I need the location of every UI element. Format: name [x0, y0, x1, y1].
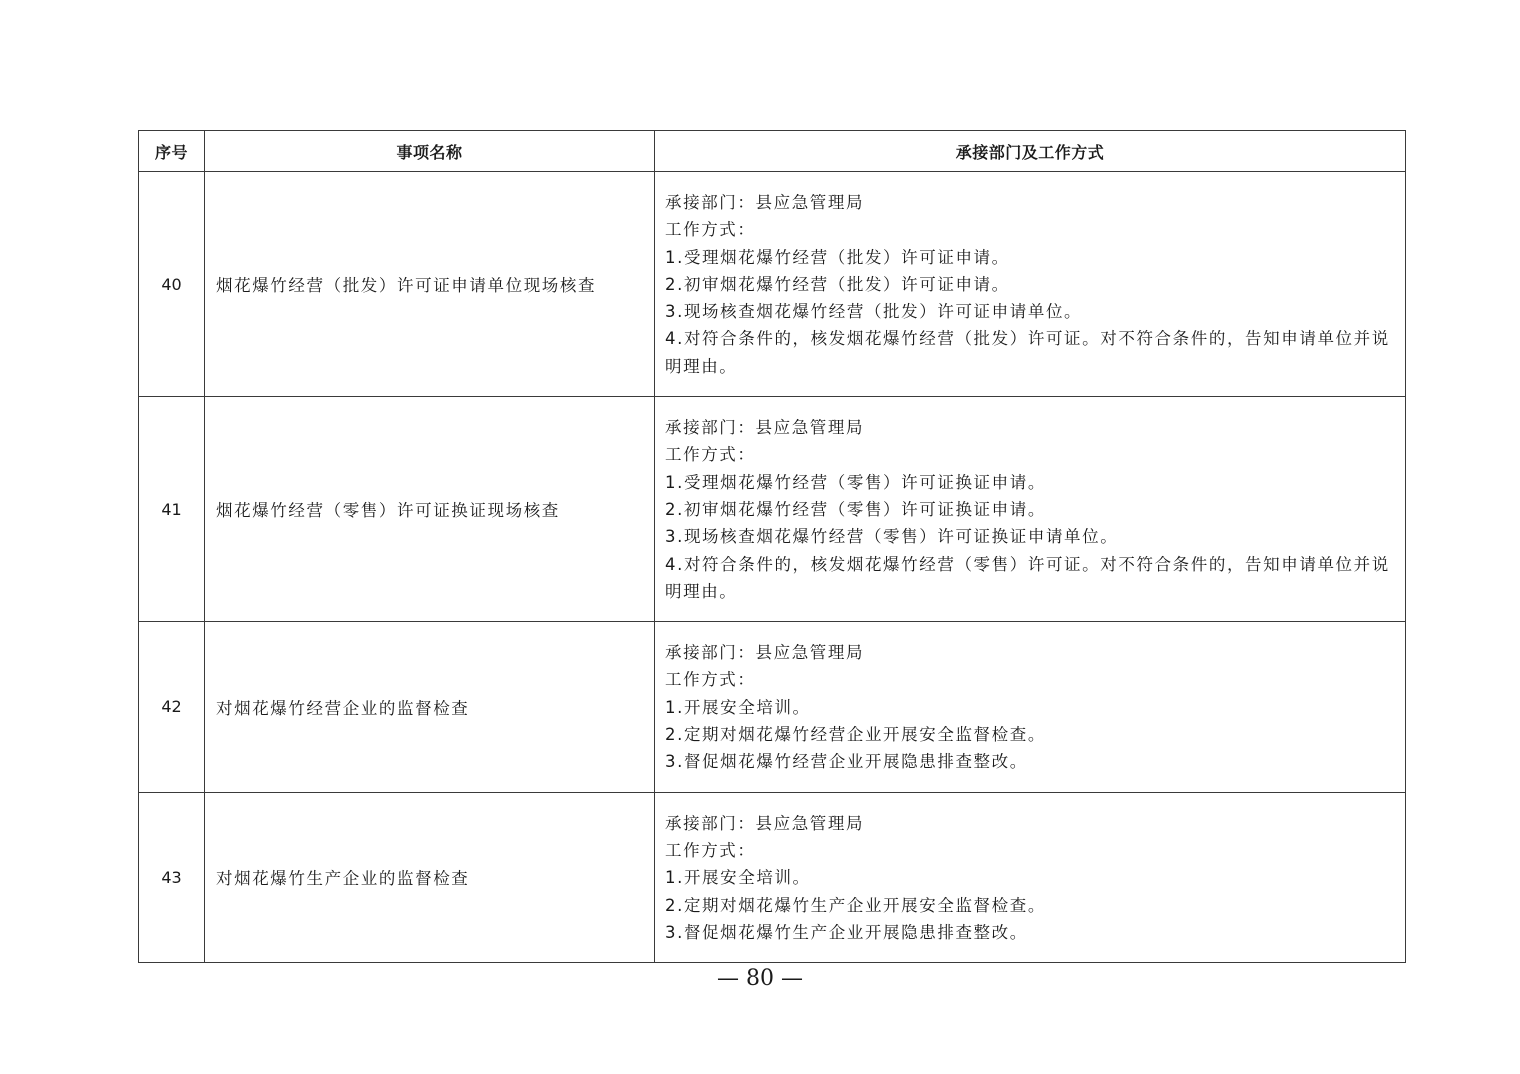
table-row	[139, 792, 1406, 962]
method-step: 3.现场核查烟花爆竹经营（零售）许可证换证申请单位。	[665, 527, 1119, 547]
method-step: 3.督促烟花爆竹经营企业开展隐患排查整改。	[665, 752, 1028, 772]
method-label: 工作方式：	[665, 445, 756, 465]
method-step: 1.受理烟花爆竹经营（零售）许可证换证申请。	[665, 472, 1046, 492]
page-number: — 80 —	[717, 966, 803, 991]
method-label: 工作方式：	[665, 220, 756, 240]
method-label: 工作方式：	[665, 670, 756, 690]
matters-table	[138, 130, 1406, 963]
method-step: 2.初审烟花爆竹经营（批发）许可证申请。	[665, 274, 1010, 294]
table-row	[139, 172, 1406, 397]
row-dept-method	[655, 397, 1406, 622]
row-matter-name: 烟花爆竹经营（批发）许可证申请单位现场核查	[205, 172, 655, 397]
row-seq: 41	[139, 397, 205, 622]
method-step: 4.对符合条件的，核发烟花爆竹经营（批发）许可证。对不符合条件的，告知申请单位并说明理由。	[665, 329, 1390, 376]
table-row	[139, 622, 1406, 792]
method-step: 1.开展安全培训。	[665, 697, 811, 717]
row-seq: 40	[139, 172, 205, 397]
method-step: 1.开展安全培训。	[665, 868, 811, 888]
row-dept-method	[655, 172, 1406, 397]
dept-line: 承接部门：县应急管理局	[665, 418, 865, 438]
method-step: 3.现场核查烟花爆竹经营（批发）许可证申请单位。	[665, 302, 1083, 322]
header-dept: 承接部门及工作方式	[655, 131, 1406, 172]
header-seq: 序号	[139, 131, 205, 172]
table-header-row	[139, 131, 1406, 172]
dept-line: 承接部门：县应急管理局	[665, 643, 865, 663]
table-row	[139, 397, 1406, 622]
header-name: 事项名称	[205, 131, 655, 172]
row-seq: 42	[139, 622, 205, 792]
document-table-container	[138, 130, 1405, 963]
row-matter-name: 对烟花爆竹经营企业的监督检查	[205, 622, 655, 792]
method-step: 1.受理烟花爆竹经营（批发）许可证申请。	[665, 247, 1010, 267]
row-dept-method	[655, 792, 1406, 962]
method-step: 2.定期对烟花爆竹生产企业开展安全监督检查。	[665, 895, 1046, 915]
dept-line: 承接部门：县应急管理局	[665, 193, 865, 212]
row-seq: 43	[139, 792, 205, 962]
method-step: 3.督促烟花爆竹生产企业开展隐患排查整改。	[665, 922, 1028, 942]
method-label: 工作方式：	[665, 840, 756, 860]
method-step: 4.对符合条件的，核发烟花爆竹经营（零售）许可证。对不符合条件的，告知申请单位并说明理由。	[665, 554, 1390, 601]
method-step: 2.定期对烟花爆竹经营企业开展安全监督检查。	[665, 725, 1046, 745]
row-matter-name: 对烟花爆竹生产企业的监督检查	[205, 792, 655, 962]
row-matter-name: 烟花爆竹经营（零售）许可证换证现场核查	[205, 397, 655, 622]
row-dept-method	[655, 622, 1406, 792]
method-step: 2.初审烟花爆竹经营（零售）许可证换证申请。	[665, 499, 1046, 519]
dept-line: 承接部门：县应急管理局	[665, 813, 865, 833]
